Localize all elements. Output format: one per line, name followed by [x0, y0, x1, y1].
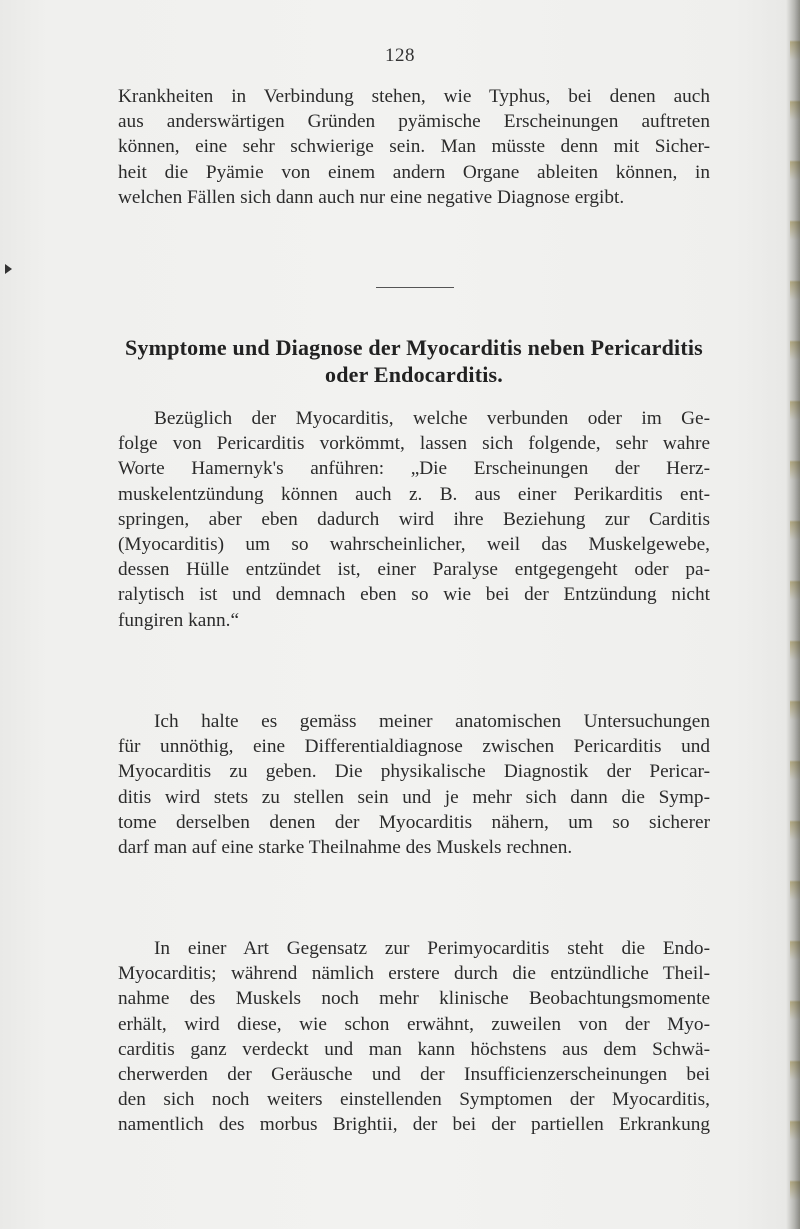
text-line: Myocarditis; während nämlich erstere durch die entzündliche Theil-: [118, 963, 710, 985]
page-edge-shadow: [786, 0, 800, 1229]
text-line: für unnöthig, eine Differentialdiagnose zwischen Pericarditis und: [118, 736, 710, 758]
text-line: heit die Pyämie von einem andern Organe ableiten können, in: [118, 161, 710, 183]
text-line: tome derselben denen der Myocarditis nähern, um so sicherer: [118, 811, 710, 833]
text-line: aus anderswärtigen Gründen pyämische Erscheinungen auftreten: [118, 111, 710, 133]
text-line: ditis wird stets zu stellen sein und je mehr sich dann die Symp-: [118, 786, 710, 808]
text-line: In einer Art Gegensatz zur Perimyocarditis steht die Endo-: [154, 938, 710, 959]
text-line: folge von Pericarditis vorkömmt, lassen sich folgende, sehr wahre: [118, 433, 710, 455]
page-number: 128: [385, 45, 415, 66]
text-line: Worte Hamernyk's anführen: „Die Erscheinungen der Herz-: [118, 458, 710, 480]
text-line: welchen Fällen sich dann auch nur eine negative Diagnose ergibt.: [118, 186, 625, 208]
paragraph-2: [118, 709, 710, 860]
text-line: ralytisch ist und demnach eben so wie bei der Entzündung nicht: [118, 584, 710, 606]
text-line: den sich noch weiters einstellenden Symptomen der Myocarditis,: [118, 1089, 710, 1111]
text-line: Myocarditis zu geben. Die physikalische Diagnostik der Pericar-: [118, 761, 710, 783]
text-line: fungiren kann.“: [118, 609, 239, 631]
text-line: (Myocarditis) um so wahrscheinlicher, weil das Muskelgewebe,: [118, 533, 710, 555]
text-line: namentlich des morbus Brightii, der bei der partiellen Erkrankung: [118, 1114, 710, 1136]
intro-paragraph: [118, 84, 710, 210]
text-line: können, eine sehr schwierige sein. Man müsste denn mit Sicher-: [118, 136, 710, 158]
text-line: cherwerden der Geräusche und der Insufficienzerscheinungen bei: [118, 1063, 710, 1085]
section-heading-line-1: Symptome und Diagnose der Myocarditis neben Pericarditis: [125, 335, 703, 360]
text-line: dessen Hülle entzündet ist, einer Paralyse entgegengeht oder pa-: [118, 559, 710, 581]
text-line: carditis ganz verdeckt und man kann höchstens aus dem Schwä-: [118, 1038, 710, 1060]
text-line: nahme des Muskels noch mehr klinische Beobachtungsmomente: [118, 988, 710, 1010]
section-heading: [118, 334, 710, 388]
text-line: Ich halte es gemäss meiner anatomischen Untersuchungen: [154, 711, 710, 732]
paragraph-1: [118, 406, 710, 633]
text-line: Krankheiten in Verbindung stehen, wie Typhus, bei denen auch: [118, 86, 710, 107]
margin-pointer-mark: [5, 264, 12, 274]
text-line: muskelentzündung können auch z. B. aus einer Perikarditis ent-: [118, 483, 710, 505]
paragraph-3: [118, 936, 710, 1138]
text-line: springen, aber eben dadurch wird ihre Beziehung zur Carditis: [118, 508, 710, 530]
section-heading-line-2: oder Endocarditis.: [325, 362, 503, 387]
text-line: Bezüglich der Myocarditis, welche verbunden oder im Ge-: [154, 408, 710, 429]
text-line: erhält, wird diese, wie schon erwähnt, zuweilen von der Myo-: [118, 1013, 710, 1035]
text-line: darf man auf eine starke Theilnahme des Muskels rechnen.: [118, 836, 573, 858]
section-divider: [376, 287, 454, 288]
